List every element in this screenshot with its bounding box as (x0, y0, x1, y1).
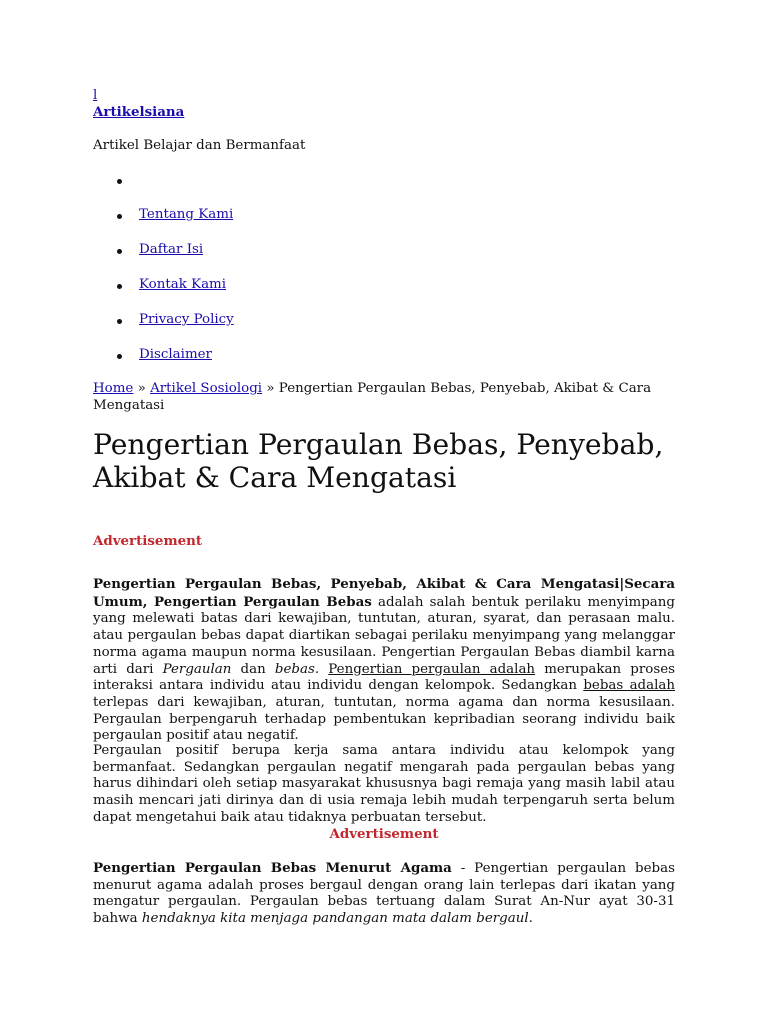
nav-item-disclaimer[interactable] (93, 347, 234, 382)
nav-item-privacy-policy[interactable] (93, 312, 234, 347)
article-paragraph-2: Pergaulan positif berupa kerja sama antara individu atau kelompok yang bermanfaat. Sedangkan pergaulan negatif mengarah pada pergaulan bebas yang harus dihindari oleh setiap masyarakat khususnya bagi remaja yang masih labil atau masih mencari jati dirinya dan di usia remaja lebih mudah terpengaruh serta belum dapat mengetahui baik atau tidaknya perbuatan tersebut. (93, 743, 675, 825)
breadcrumb-category[interactable]: Artikel Sosiologi (150, 381, 263, 396)
nav-link-tentang-kami[interactable]: Tentang Kami (139, 207, 234, 222)
nav-item-tentang-kami[interactable] (93, 207, 234, 242)
nav-item-kontak-kami[interactable] (93, 277, 234, 312)
breadcrumb-current: Pengertian Pergaulan Bebas, Penyebab, Akibat & Cara Mengatasi (93, 381, 652, 413)
article-paragraph-3: Pengertian Pergaulan Bebas Menurut Agama - Pengertian pergaulan bebas menurut agama adalah proses bergaul dengan orang lain terlepas dari ikatan yang mengatur pergaulan. Pergaulan bebas tertuang dalam Surat An-Nur ayat 30-31 bahwa hendaknya kita menjaga pandangan mata dalam bergaul. (93, 860, 675, 927)
stray-link[interactable]: l (93, 88, 98, 103)
nav-item-empty (93, 172, 234, 207)
inline-link-pengertian-pergaulan[interactable]: Pengertian pergaulan adalah (328, 661, 536, 677)
nav-link-daftar-isi[interactable]: Daftar Isi (139, 242, 204, 257)
nav-link-privacy-policy[interactable]: Privacy Policy (139, 312, 234, 327)
article-paragraph-1: Pengertian Pergaulan Bebas, Penyebab, Akibat & Cara Mengatasi|Secara Umum, Pengertian Pergaulan Bebas adalah salah bentuk perilaku menyimpang yang melewati batas dari kewajiban, tuntutan, aturan, syarat, dan perasaan malu. atau pergaulan bebas dapat diartikan sebagai perilaku menyimpang yang melanggar norma agama maupun norma kesusilaan. Pengertian Pergaulan Bebas diambil karna arti dari Pergaulan dan bebas. Pengertian pergaulan adalah merupakan proses interaksi antara individu atau individu dengan kelompok. Sedangkan bebas adalah terlepas dari kewajiban, aturan, tuntutan, norma agama dan norma kesusilaan. Pergaulan berpengaruh terhadap pembentukan kepribadian seorang individu baik pergaulan positif atau negatif. (93, 576, 676, 744)
breadcrumb-separator: » (262, 381, 279, 396)
page-title: Pengertian Pergaulan Bebas, Penyebab, Akibat & Cara Mengatasi (93, 428, 664, 494)
section-bold-heading: Pengertian Pergaulan Bebas Menurut Agama (93, 860, 452, 876)
breadcrumb-separator: » (133, 381, 151, 396)
advertisement-label: Advertisement (329, 826, 439, 842)
intro-bold: Pengertian Pergaulan Bebas, Penyebab, Akibat & Cara Mengatasi|Secara Umum, Pengertian Pergaulan Bebas (93, 576, 675, 610)
breadcrumb (93, 381, 675, 414)
breadcrumb-home[interactable]: Home (93, 381, 134, 396)
nav-link-disclaimer[interactable]: Disclaimer (139, 347, 212, 362)
site-tagline: Artikel Belajar dan Bermanfaat (93, 138, 306, 153)
main-nav (93, 172, 234, 382)
nav-item-daftar-isi[interactable] (93, 242, 234, 277)
inline-link-bebas-adalah[interactable]: bebas adalah (583, 678, 676, 694)
advertisement-label: Advertisement (93, 533, 203, 549)
nav-link-kontak-kami[interactable]: Kontak Kami (139, 277, 227, 292)
site-title-link[interactable]: Artikelsiana (93, 104, 185, 120)
